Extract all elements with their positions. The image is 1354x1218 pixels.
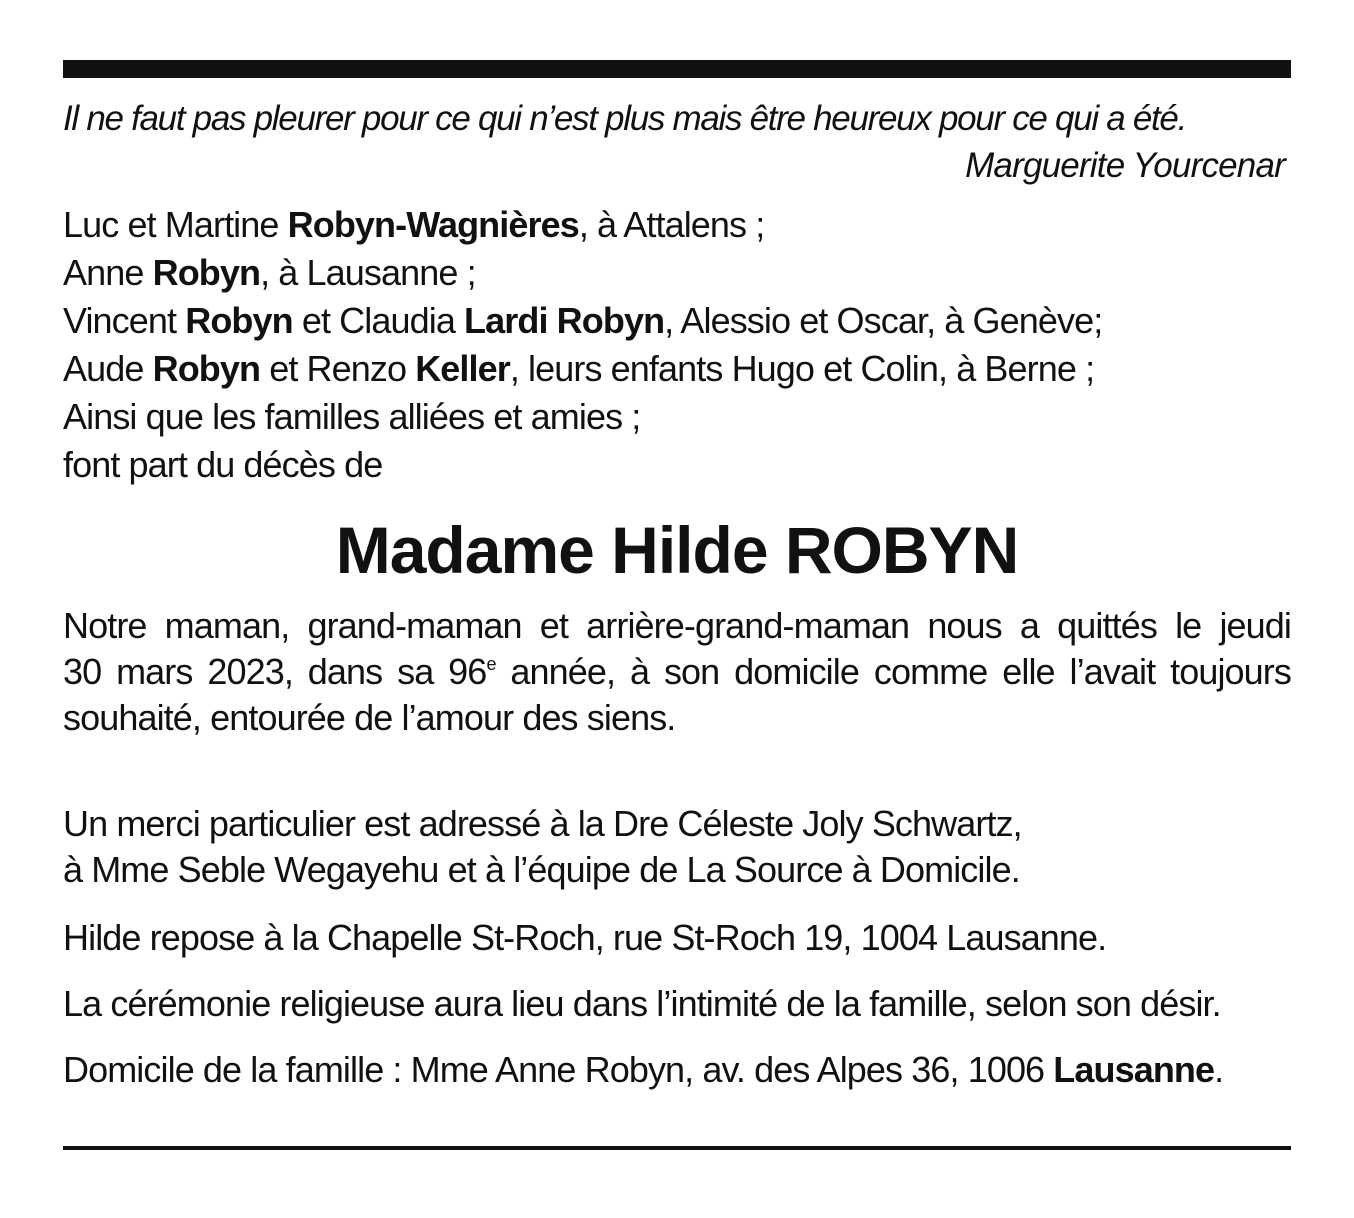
ceremony-paragraph [63, 981, 1291, 1027]
announcement-line-2 [63, 649, 1291, 695]
domicile-city: Lausanne [1053, 1049, 1215, 1090]
family-line-3-text-2: et Claudia [292, 300, 465, 341]
thanks-line-2: à Mme Seble Wegayehu et à l’équipe de La Source à Domicile. [63, 849, 1020, 890]
rest-place-line: Hilde repose à la Chapelle St-Roch, rue St-Roch 19, 1004 Lausanne. [63, 917, 1107, 958]
family-line-2-text: Anne [63, 252, 153, 293]
announcement-paragraph [63, 603, 1291, 741]
family-line-3 [63, 297, 1291, 345]
family-line-3-surname: Robyn [185, 300, 293, 341]
deceased-name: Madame Hilde ROBYN [335, 513, 1019, 587]
family-line-3-surname-2: Lardi Robyn [464, 300, 665, 341]
thanks-line-1: Un merci particulier est adressé à la Dre Céleste Joly Schwartz, [63, 803, 1022, 844]
family-line-2-place: , à Lausanne ; [260, 252, 476, 293]
announcement-line-1: Notre maman, grand-maman et arrière-grand-maman nous a quittés le jeudi [63, 605, 1291, 646]
top-rule [63, 60, 1291, 78]
epigraph-quote: Il ne faut pas pleurer pour ce qui n’est plus mais être heureux pour ce qui a été. [63, 99, 1187, 138]
family-line-2 [63, 249, 1291, 297]
ordinal-superscript: e [486, 654, 496, 674]
family-line-4 [63, 345, 1291, 393]
family-line-1-place: , à Attalens ; [578, 204, 765, 245]
obituary-notice [63, 60, 1291, 1093]
domicile-line [63, 1047, 1291, 1093]
family-line-5: Ainsi que les familles alliées et amies ; [63, 396, 641, 437]
rest-place-paragraph [63, 915, 1291, 961]
announcement-line-2-rest: année, à son domicile comme elle l’avait toujours [495, 651, 1291, 692]
bottom-rule [63, 1146, 1291, 1150]
family-line-4-text: Aude [63, 348, 153, 389]
domicile-address: Domicile de la famille : Mme Anne Robyn, av. des Alpes 36, 1006 [63, 1049, 1054, 1090]
family-line-6: font part du décès de [63, 444, 383, 485]
domicile-paragraph [63, 1047, 1291, 1093]
family-line-4-surname-2: Keller [415, 348, 510, 389]
family-line-2-surname: Robyn [152, 252, 261, 293]
family-list [63, 201, 1291, 489]
domicile-period: . [1214, 1049, 1224, 1090]
ceremony-line: La cérémonie religieuse aura lieu dans l’intimité de la famille, selon son désir. [63, 983, 1221, 1024]
announcement-line-2-date: 30 mars 2023, dans sa 96 [63, 651, 487, 692]
family-line-3-place: , Alessio et Oscar, à Genève; [664, 300, 1103, 341]
family-line-4-place: , leurs enfants Hugo et Colin, à Berne ; [509, 348, 1095, 389]
family-line-1-surname: Robyn-Wagnières [287, 204, 579, 245]
family-line-3-text: Vincent [63, 300, 186, 341]
announcement-line-3: souhaité, entourée de l’amour des siens. [63, 697, 676, 738]
family-line-1-text: Luc et Martine [63, 204, 288, 245]
family-line-1 [63, 201, 1291, 249]
family-line-4-surname: Robyn [152, 348, 261, 389]
epigraph-author: Marguerite Yourcenar [965, 146, 1285, 185]
family-line-4-text-2: et Renzo [260, 348, 416, 389]
thanks-paragraph [63, 801, 1291, 893]
